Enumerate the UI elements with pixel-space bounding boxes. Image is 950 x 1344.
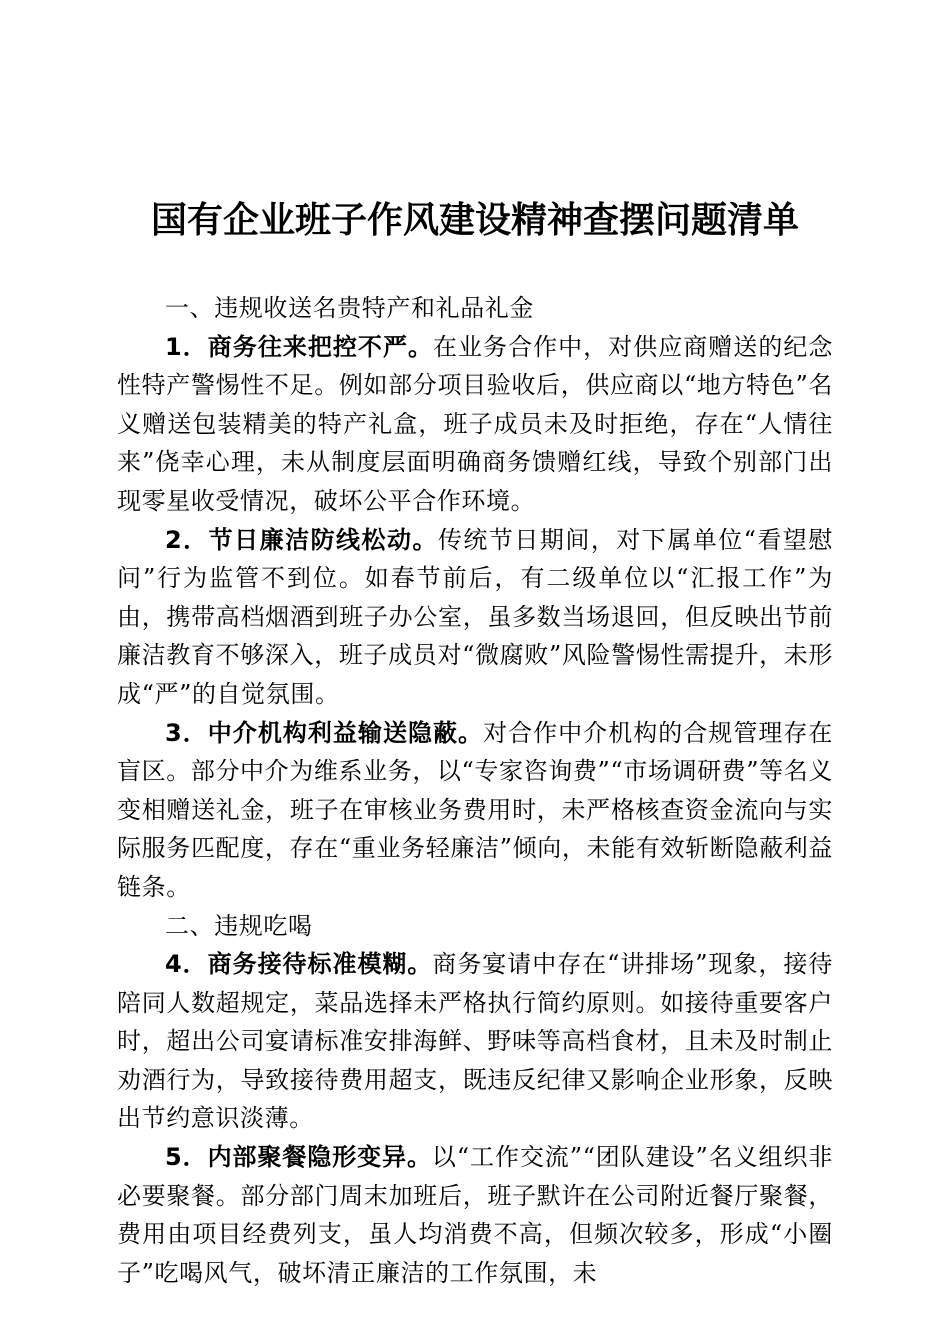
document-body <box>117 289 833 1292</box>
section-heading: 一、违规收送名贵特产和礼品礼金 <box>165 294 534 322</box>
item-text: 以“工作交流”“团队建设”名义组织非必要聚餐。部分部门周末加班后，班子默许在公司附近餐厅聚餐，费用由项目经费列支，虽人均消费不高，但频次较多，形成“小圈子”吃喝风气，破坏清正廉洁的工作氛围，未 <box>117 1143 833 1287</box>
item-text: 对合作中介机构的合规管理存在盲区。部分中介为维系业务，以“专家咨询费”“市场调研费”等名义变相赠送礼金，班子在审核业务费用时，未严格核查资金流向与实际服务匹配度，存在“重业务轻廉洁”倾向，未能有效斩断隐蔽利益链条。 <box>117 718 834 901</box>
item-text: 商务宴请中存在“讲排场”现象，接待陪同人数超规定，菜品选择未严格执行简约原则。如接待重要客户时，超出公司宴请标准安排海鲜、野味等高档食材，且未及时制止劝酒行为，导致接待费用超支，既违反纪律又影响企业形象，反映出节约意识淡薄。 <box>117 950 833 1133</box>
item-title: 节日廉洁防线松动。 <box>208 525 438 554</box>
list-item <box>117 521 833 714</box>
section-heading: 二、违规吃喝 <box>165 911 313 940</box>
list-item <box>117 714 833 907</box>
item-title: 内部聚餐隐形变异。 <box>207 1143 432 1172</box>
item-text: 传统节日期间，对下属单位“看望慰问”行为监管不到位。如春节前后，有二级单位以“汇报工作”为由，携带高档烟酒到班子办公室，虽多数当场退回，但反映出节前廉洁教育不够深入，班子成员对“微腐败”风险警惕性需提升，未形成“严”的自觉氛围。 <box>117 525 833 708</box>
item-number: 3． <box>165 718 208 747</box>
item-number: 1． <box>165 332 208 361</box>
item-number: 5． <box>165 1143 208 1172</box>
item-number: 4． <box>165 950 208 979</box>
document-title: 国有企业班子作风建设精神查摆问题清单 <box>150 199 799 241</box>
list-item <box>117 328 833 521</box>
item-title: 商务往来把控不严。 <box>207 332 433 361</box>
item-title: 中介机构利益输送隐蔽。 <box>207 718 484 747</box>
item-number: 2． <box>165 525 209 554</box>
item-title: 商务接待标准模糊。 <box>207 950 433 979</box>
item-text: 在业务合作中，对供应商赠送的纪念性特产警惕性不足。例如部分项目验收后，供应商以“地方特色”名义赠送包装精美的特产礼盒，班子成员未及时拒绝，存在“人情往来”侥幸心理，未从制度层面明确商务馈赠红线，导致个别部门出现零星收受情况，破坏公平合作环境。 <box>117 332 833 515</box>
list-item <box>117 1138 833 1292</box>
list-item <box>117 945 833 1138</box>
